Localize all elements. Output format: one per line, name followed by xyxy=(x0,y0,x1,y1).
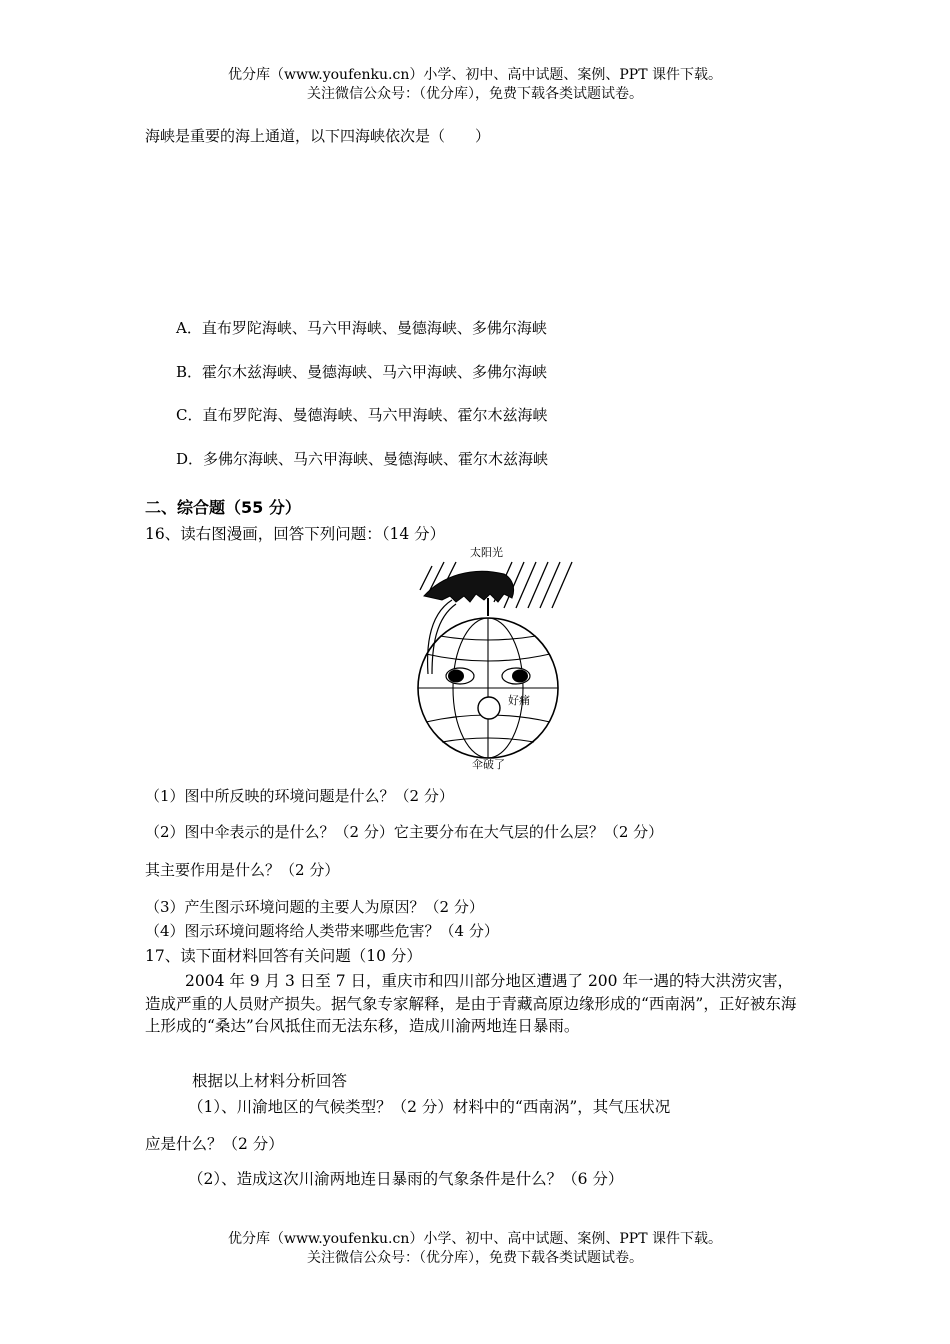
cartoon-arm xyxy=(428,600,456,674)
q16-sub-4: （4）图示环境问题将给人类带来哪些危害？（4 分） xyxy=(145,922,499,940)
q17-sub-2: （2）、造成这次川渝两地连日暴雨的气象条件是什么？（6 分） xyxy=(188,1170,624,1188)
left-pupil xyxy=(448,670,464,683)
q16-sub-1: （1）图中所反映的环境问题是什么？（2 分） xyxy=(145,787,454,805)
section-2-title: 二、综合题（55 分） xyxy=(145,498,301,517)
q17-material xyxy=(145,970,805,1038)
globe-face xyxy=(418,618,558,758)
q15-option-a: A．直布罗陀海峡、马六甲海峡、曼德海峡、多佛尔海峡 xyxy=(176,319,547,337)
q17-sub-1b: 应是什么？（2 分） xyxy=(145,1135,284,1153)
ozone-cartoon-figure xyxy=(412,544,582,774)
figure-label-sunlight: 太阳光 xyxy=(470,546,503,559)
figure-label-umbrella-broken: 伞破了 xyxy=(472,758,505,771)
right-pupil xyxy=(512,670,528,683)
footer-line-1: 优分库（www.youfenku.cn）小学、初中、高中试题、案例、PPT 课件下载。 xyxy=(227,1231,722,1247)
q15-option-c: C．直布罗陀海、曼德海峡、马六甲海峡、霍尔木兹海峡 xyxy=(176,406,548,424)
header-line-1: 优分库（www.youfenku.cn）小学、初中、高中试题、案例、PPT 课件下载。 xyxy=(227,67,722,83)
q16-sub-2a: （2）图中伞表示的是什么？（2 分）它主要分布在大气层的什么层？（2 分） xyxy=(145,823,664,841)
q16-sub-2b: 其主要作用是什么？（2 分） xyxy=(145,861,340,879)
q16-sub-3: （3）产生图示环境问题的主要人为原因？（2 分） xyxy=(145,898,484,916)
q15-option-b: B．霍尔木兹海峡、曼德海峡、马六甲海峡、多佛尔海峡 xyxy=(176,363,548,381)
footer-line-2: 关注微信公众号：（优分库），免费下载各类试题试卷。 xyxy=(307,1250,643,1266)
header-line-2: 关注微信公众号：（优分库），免费下载各类试题试卷。 xyxy=(307,86,643,102)
q17-sub-1a: （1）、川渝地区的气候类型？（2 分）材料中的“西南涡”，其气压状况 xyxy=(188,1098,671,1116)
q15-option-d: D．多佛尔海峡、马六甲海峡、曼德海峡、霍尔木兹海峡 xyxy=(176,450,549,468)
mouth xyxy=(478,697,500,719)
q17-stem: 17、读下面材料回答有关问题（10 分） xyxy=(145,947,422,965)
figure-label-hurts: 好痛 xyxy=(508,694,530,707)
q15-stem: 海峡是重要的海上通道，以下四海峡依次是（ ） xyxy=(145,127,491,145)
q17-intro: 根据以上材料分析回答 xyxy=(192,1072,348,1090)
q16-stem: 16、读右图漫画，回答下列问题：（14 分） xyxy=(145,525,446,543)
q17-material-text: 2004 年 9 月 3 日至 7 日，重庆市和四川部分地区遭遇了 200 年一遇的特大洪涝灾害，造成严重的人员财产损失。据气象专家解释，是由于青藏高原边缘形成的“西南涡”，正好被东海上形成的“桑达”台风抵住而无法东移，造成川渝两地连日暴雨。 xyxy=(145,972,797,1035)
